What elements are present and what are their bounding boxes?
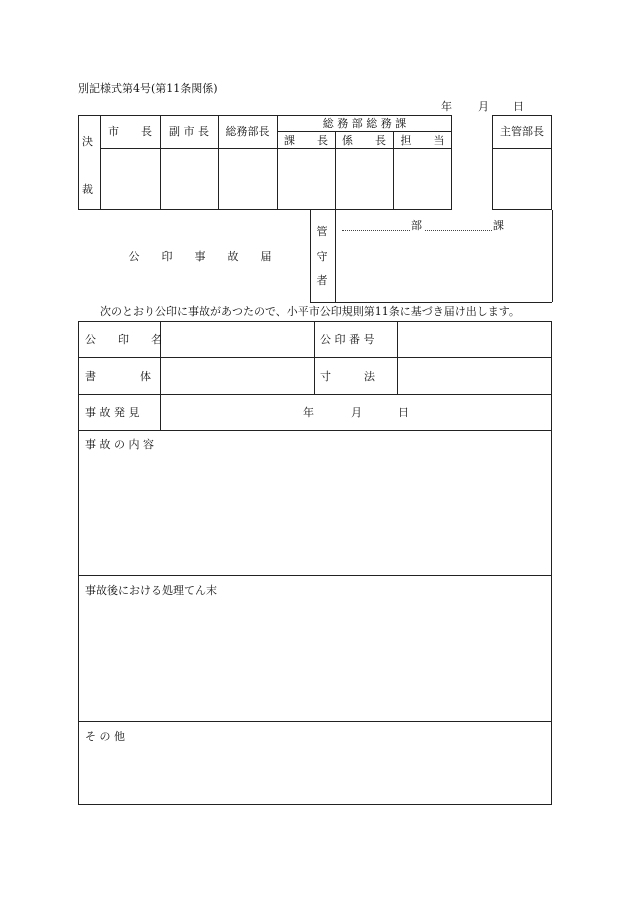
- seal-name-field[interactable]: [161, 322, 313, 356]
- incident-discovery-label: 事 故 発 見: [85, 406, 140, 419]
- custodian-char-2: 守: [316, 250, 328, 263]
- general-affairs-director-header: 総務部長: [225, 125, 270, 138]
- discovery-year-label: 年: [303, 406, 314, 419]
- date-year-label: 年: [441, 100, 452, 113]
- person-in-charge-seal-cell[interactable]: [394, 149, 451, 209]
- custodian-char-1: 管: [316, 225, 328, 238]
- typeface-field[interactable]: [161, 358, 313, 393]
- incident-content-field[interactable]: [79, 455, 551, 574]
- size-label: 寸 法: [320, 370, 375, 383]
- other-field[interactable]: [79, 746, 551, 804]
- section-label: 課: [493, 219, 504, 232]
- deputy-mayor-seal-cell[interactable]: [161, 149, 217, 209]
- aftermath-label: 事故後における処理てん末: [85, 584, 217, 597]
- intro-text: 次のとおり公印に事故があつたので、小平市公印規則第11条に基づき届け出します。: [100, 305, 520, 318]
- subsection-chief-header: 係 長: [342, 134, 386, 147]
- dept-label: 部: [411, 219, 422, 232]
- date-month-label: 月: [478, 100, 489, 113]
- supervising-director-header: 主管部長: [500, 125, 544, 138]
- incident-content-label: 事 故 の 内 容: [85, 438, 154, 451]
- decision-label-bottom: 裁: [82, 183, 93, 196]
- supervising-director-seal-cell[interactable]: [493, 149, 551, 209]
- seal-number-label: 公 印 番 号: [320, 333, 375, 346]
- size-field[interactable]: [398, 358, 551, 393]
- discovery-day-label: 日: [398, 406, 409, 419]
- section-chief-header: 課 長: [284, 134, 328, 147]
- other-label: そ の 他: [85, 730, 125, 743]
- seal-number-field[interactable]: [398, 322, 551, 356]
- discovery-month-label: 月: [351, 406, 362, 419]
- general-affairs-section-header: 総 務 部 総 務 課: [322, 117, 407, 130]
- general-affairs-director-seal-cell[interactable]: [219, 149, 276, 209]
- form-number-title: 別記様式第4号(第11条関係): [78, 82, 218, 95]
- dept-blank-line[interactable]: [342, 230, 410, 231]
- deputy-mayor-header: 副 市 長: [169, 125, 209, 138]
- section-chief-seal-cell[interactable]: [278, 149, 334, 209]
- mayor-seal-cell[interactable]: [101, 149, 159, 209]
- seal-name-label: 公 印 名: [85, 333, 162, 346]
- custodian-char-3: 者: [316, 274, 328, 287]
- subsection-chief-seal-cell[interactable]: [336, 149, 392, 209]
- date-day-label: 日: [513, 100, 524, 113]
- form-name-title: 公 印 事 故 届: [128, 250, 272, 263]
- section-blank-line[interactable]: [425, 230, 492, 231]
- typeface-label: 書 体: [85, 370, 151, 383]
- decision-label-top: 決: [82, 135, 93, 148]
- aftermath-field[interactable]: [79, 600, 551, 720]
- mayor-header: 市 長: [108, 125, 152, 138]
- person-in-charge-header: 担 当: [400, 134, 445, 147]
